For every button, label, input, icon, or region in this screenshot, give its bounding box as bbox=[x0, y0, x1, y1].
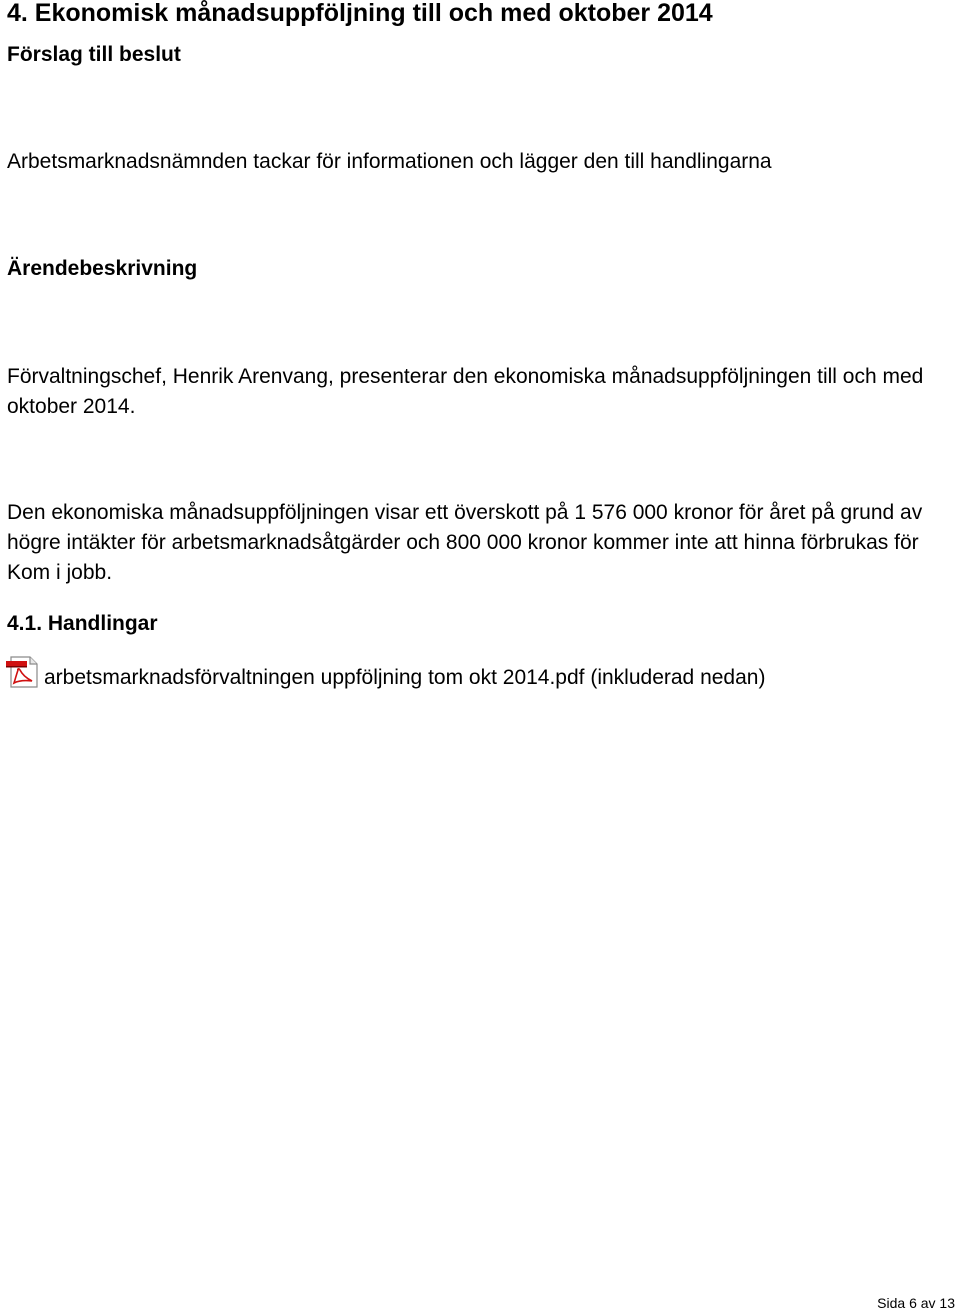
description-paragraph-intro: Förvaltningschef, Henrik Arenvang, presenterar den ekonomiska månadsuppföljningen till och med oktober 2014. bbox=[7, 365, 924, 418]
description-heading: Ärendebeskrivning bbox=[7, 257, 198, 280]
description-paragraph-result: Den ekonomiska månadsuppföljningen visar ett överskott på 1 576 000 kronor för året på grund av högre intäkter för arbetsmarknadsåtgärder och 800 000 kronor kommer inte att hinna förbrukas för Kom i jobb. bbox=[7, 501, 923, 584]
attachment-link[interactable]: arbetsmarknadsförvaltningen uppföljning tom okt 2014.pdf (inkluderad nedan) bbox=[44, 666, 766, 689]
decision-text: Arbetsmarknadsnämnden tackar för informationen och lägger den till handlingarna bbox=[7, 150, 772, 173]
documents-heading: 4.1. Handlingar bbox=[7, 612, 158, 635]
pdf-icon bbox=[6, 656, 40, 688]
decision-heading: Förslag till beslut bbox=[7, 43, 181, 66]
page-title: 4. Ekonomisk månadsuppföljning till och med oktober 2014 bbox=[7, 0, 713, 27]
attachment-item[interactable] bbox=[6, 656, 765, 693]
page-number: Sida 6 av 13 bbox=[877, 1295, 955, 1311]
